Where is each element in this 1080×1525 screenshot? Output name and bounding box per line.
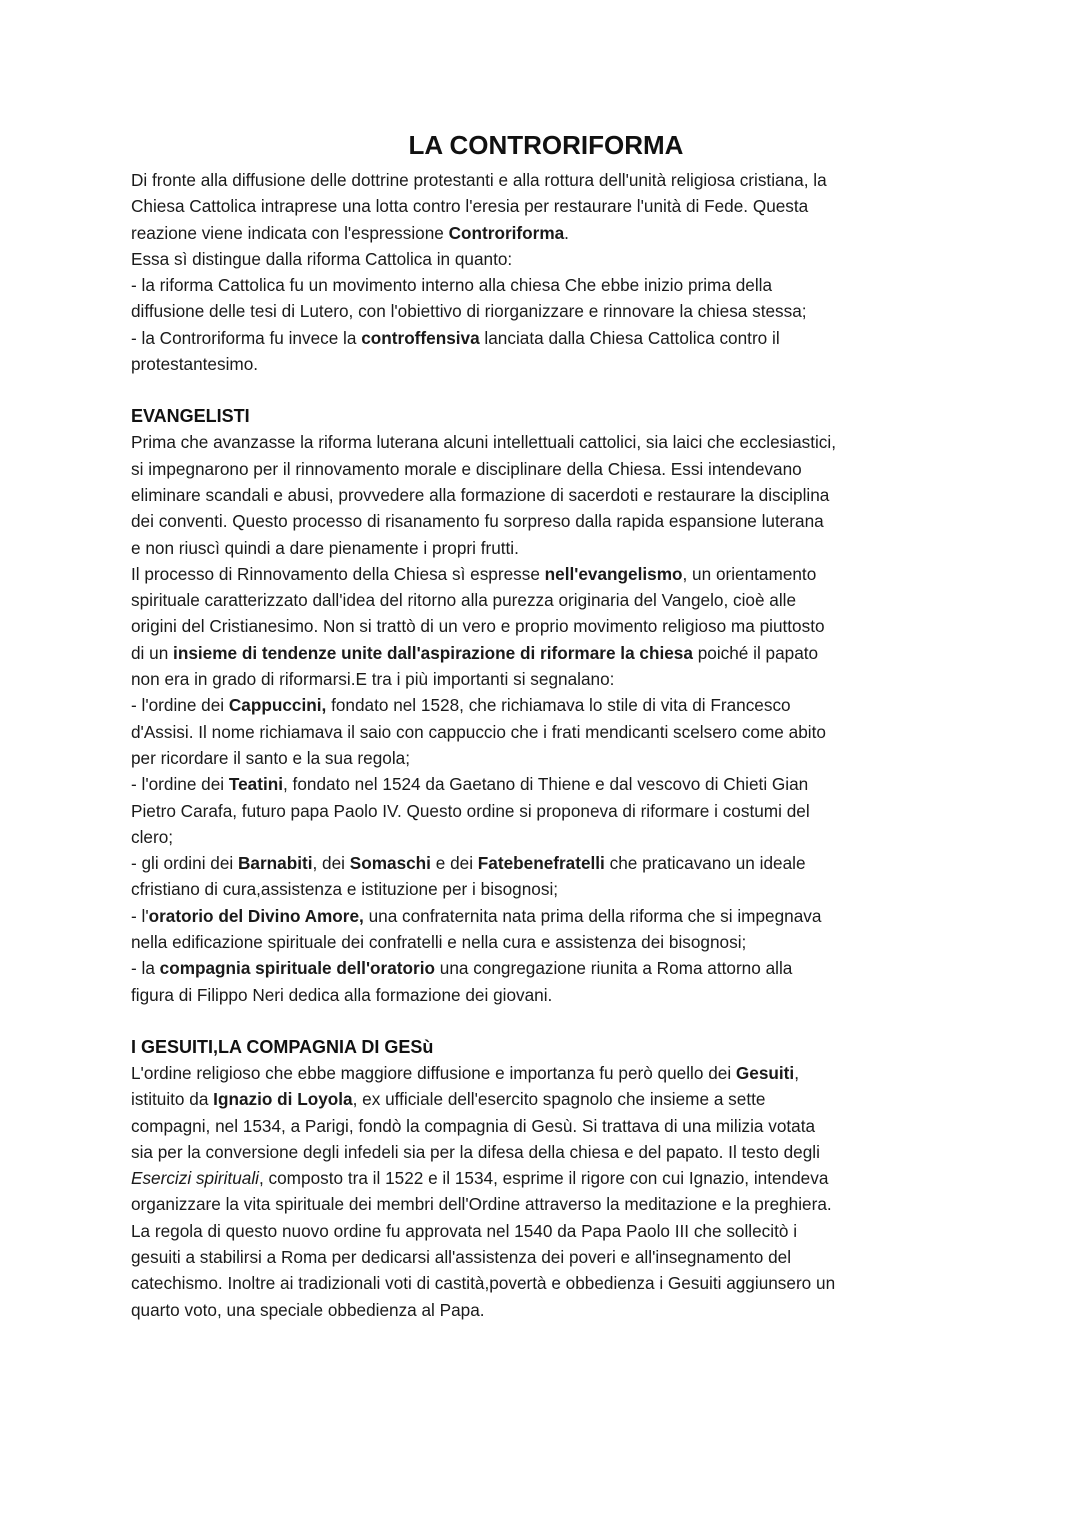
text-run: di un <box>131 642 174 663</box>
text-run: catechismo. Inoltre ai tradizionali voti di castità,povertà e obbedienza i Gesuiti aggiunsero un <box>131 1273 836 1294</box>
text-run: - l'ordine dei <box>131 774 229 795</box>
text-line <box>131 798 961 824</box>
text-line <box>131 298 961 324</box>
text-run: reazione viene indicata con l'espressione <box>131 222 449 243</box>
text-run: compagni, nel 1534, a Parigi, fondò la compagnia di Gesù. Si trattava di una milizia votata <box>131 1115 816 1136</box>
section-2 <box>131 1008 961 1323</box>
text-run: , fondato nel 1524 da Gaetano di Thiene e dal vescovo di Chieti Gian <box>283 774 809 795</box>
text-run: lanciata dalla Chiesa Cattolica contro il <box>479 327 780 348</box>
text-line <box>131 535 961 561</box>
bold-text: nell'evangelismo <box>544 563 683 584</box>
text-run: - la riforma Cattolica fu un movimento interno alla chiesa Che ebbe inizio prima della <box>131 275 773 296</box>
text-line <box>131 613 961 639</box>
bold-text: Barnabiti <box>238 853 313 874</box>
text-run: - l' <box>131 905 149 926</box>
text-run: , ex ufficiale dell'esercito spagnolo che insieme a sette <box>352 1089 766 1110</box>
text-run: - gli ordini dei <box>131 853 238 874</box>
bold-text: Cappuccini, <box>228 695 327 716</box>
text-line <box>131 1113 961 1139</box>
document-title: LA CONTRORIFORMA <box>408 130 684 160</box>
bold-text: Ignazio di Loyola <box>213 1089 353 1110</box>
text-line <box>131 640 961 666</box>
document-page <box>131 128 961 1323</box>
text-line <box>131 193 961 219</box>
text-run: - la <box>131 958 160 979</box>
text-run: La regola di questo nuovo ordine fu approvata nel 1540 da Papa Paolo III che sollecitò i <box>131 1220 798 1241</box>
text-run: Di fronte alla diffusione delle dottrine protestanti e alla rottura dell'unità religiosa cristiana, la <box>131 170 827 190</box>
text-run: clero; <box>131 826 174 847</box>
text-line <box>131 692 961 718</box>
text-line <box>131 929 961 955</box>
text-line <box>131 429 961 455</box>
text-line <box>131 508 961 534</box>
text-run: Il processo di Rinnovamento della Chiesa sì espresse <box>131 563 545 584</box>
text-run: sia per la conversione degli infedeli sia per la difesa della chiesa e del papato. Il testo degli <box>131 1141 820 1162</box>
text-run: organizzare la vita spirituale dei membri dell'Ordine attraverso la meditazione e la preghiera. <box>131 1194 832 1215</box>
text-run: - l'ordine dei <box>131 695 229 716</box>
text-line <box>131 587 961 613</box>
text-line <box>131 1060 961 1086</box>
text-run: d'Assisi. Il nome richiamava il saio con cappuccio che i frati mendicanti scelsero come abito <box>131 721 826 742</box>
section-spacer <box>131 1008 961 1034</box>
text-line <box>131 482 961 508</box>
text-run: gesuiti a stabilirsi a Roma per dedicarsi all'assistenza dei poveri e all'insegnamento del <box>131 1246 792 1267</box>
text-line <box>131 982 961 1008</box>
text-run: spirituale caratterizzato dall'idea del ritorno alla purezza originaria del Vangelo, cioè alle <box>131 590 797 611</box>
text-line <box>131 771 961 797</box>
text-run: non era in grado di riformarsi.E tra i più importanti si segnalano: <box>131 669 615 690</box>
text-run: per ricordare il santo e la sua regola; <box>131 747 410 768</box>
text-line <box>131 456 961 482</box>
text-run: figura di Filippo Neri dedica alla formazione dei giovani. <box>131 984 553 1005</box>
italic-text: Esercizi spirituali <box>131 1168 259 1189</box>
text-line <box>131 719 961 745</box>
text-run: , composto tra il 1522 e il 1534, esprime il rigore con cui Ignazio, intendeva <box>258 1168 829 1189</box>
text-line <box>131 1139 961 1165</box>
text-line <box>131 246 961 272</box>
text-run: origini del Cristianesimo. Non si trattò di un vero e proprio movimento religioso ma piuttosto <box>131 616 825 637</box>
text-line <box>131 1297 961 1323</box>
bold-text: oratorio del Divino Amore, <box>148 905 364 926</box>
bold-text: Controriforma <box>448 222 565 243</box>
text-line <box>131 745 961 771</box>
text-line <box>131 903 961 929</box>
text-run: istituito da <box>131 1089 214 1110</box>
text-run: - la Controriforma fu invece la <box>131 327 362 348</box>
text-line <box>131 824 961 850</box>
document-body <box>131 167 961 1323</box>
bold-text: compagnia spirituale dell'oratorio <box>159 958 435 979</box>
text-run: cfristiano di cura,assistenza e istituzione per i bisognosi; <box>131 879 559 900</box>
text-run: e dei <box>430 853 478 874</box>
text-run: poiché il papato <box>692 642 819 663</box>
text-run: . <box>564 222 569 243</box>
text-run: , un orientamento <box>682 563 817 584</box>
section-1 <box>131 377 961 1008</box>
text-line <box>131 876 961 902</box>
section-0 <box>131 167 961 377</box>
text-run: nella edificazione spirituale dei confratelli e nella cura e assistenza dei bisognosi; <box>131 932 747 953</box>
text-run: , <box>794 1062 799 1083</box>
bold-text: Fatebenefratelli <box>477 853 605 874</box>
text-run: Essa sì distingue dalla riforma Cattolica in quanto: <box>131 248 513 269</box>
text-line <box>131 1270 961 1296</box>
text-run: , dei <box>312 853 350 874</box>
text-run: diffusione delle tesi di Lutero, con l'obiettivo di riorganizzare e rinnovare la chiesa stessa; <box>131 301 807 322</box>
text-run: fondato nel 1528, che richiamava lo stile di vita di Francesco <box>326 695 791 716</box>
text-line <box>131 351 961 377</box>
section-heading: EVANGELISTI <box>131 406 250 427</box>
text-run: una confraternita nata prima della riforma che si impegnava <box>363 905 822 926</box>
text-line <box>131 272 961 298</box>
bold-text: Somaschi <box>349 853 431 874</box>
section-spacer <box>131 377 961 403</box>
bold-text: controffensiva <box>361 327 480 348</box>
text-line <box>131 220 961 246</box>
text-line <box>131 666 961 692</box>
text-run: dei conventi. Questo processo di risanamento fu sorpreso dalla rapida espansione luterana <box>131 511 824 532</box>
text-run: una congregazione riunita a Roma attorno alla <box>434 958 793 979</box>
text-run: Chiesa Cattolica intraprese una lotta contro l'eresia per restaurare l'unità di Fede. Questa <box>131 196 809 217</box>
text-line <box>131 1086 961 1112</box>
text-run: che praticavano un ideale <box>604 853 806 874</box>
text-line <box>131 167 961 193</box>
text-run: protestantesimo. <box>131 354 259 375</box>
section-heading: I GESUITI,LA COMPAGNIA DI GESù <box>131 1036 434 1057</box>
text-line <box>131 1218 961 1244</box>
text-run: Pietro Carafa, futuro papa Paolo IV. Questo ordine si proponeva di riformare i costumi del <box>131 800 810 821</box>
text-run: si impegnarono per il rinnovamento morale e disciplinare della Chiesa. Essi intendevano <box>131 458 802 479</box>
bold-text: insieme di tendenze unite dall'aspirazione di riformare la chiesa <box>173 642 693 663</box>
text-line <box>131 1165 961 1191</box>
text-line <box>131 850 961 876</box>
bold-text: Gesuiti <box>735 1062 795 1083</box>
text-line <box>131 1244 961 1270</box>
text-run: Prima che avanzasse la riforma luterana alcuni intellettuali cattolici, sia laici che ecclesiastici, <box>131 432 836 453</box>
text-line <box>131 325 961 351</box>
text-run: quarto voto, una speciale obbedienza al Papa. <box>131 1299 485 1320</box>
text-run: e non riuscì quindi a dare pienamente i propri frutti. <box>131 537 519 558</box>
text-line <box>131 561 961 587</box>
text-line <box>131 1191 961 1217</box>
text-run: L'ordine religioso che ebbe maggiore diffusione e importanza fu però quello dei <box>131 1062 736 1083</box>
bold-text: Teatini <box>228 774 283 795</box>
text-line <box>131 955 961 981</box>
text-run: eliminare scandali e abusi, provvedere alla formazione di sacerdoti e restaurare la disciplina <box>131 484 830 505</box>
